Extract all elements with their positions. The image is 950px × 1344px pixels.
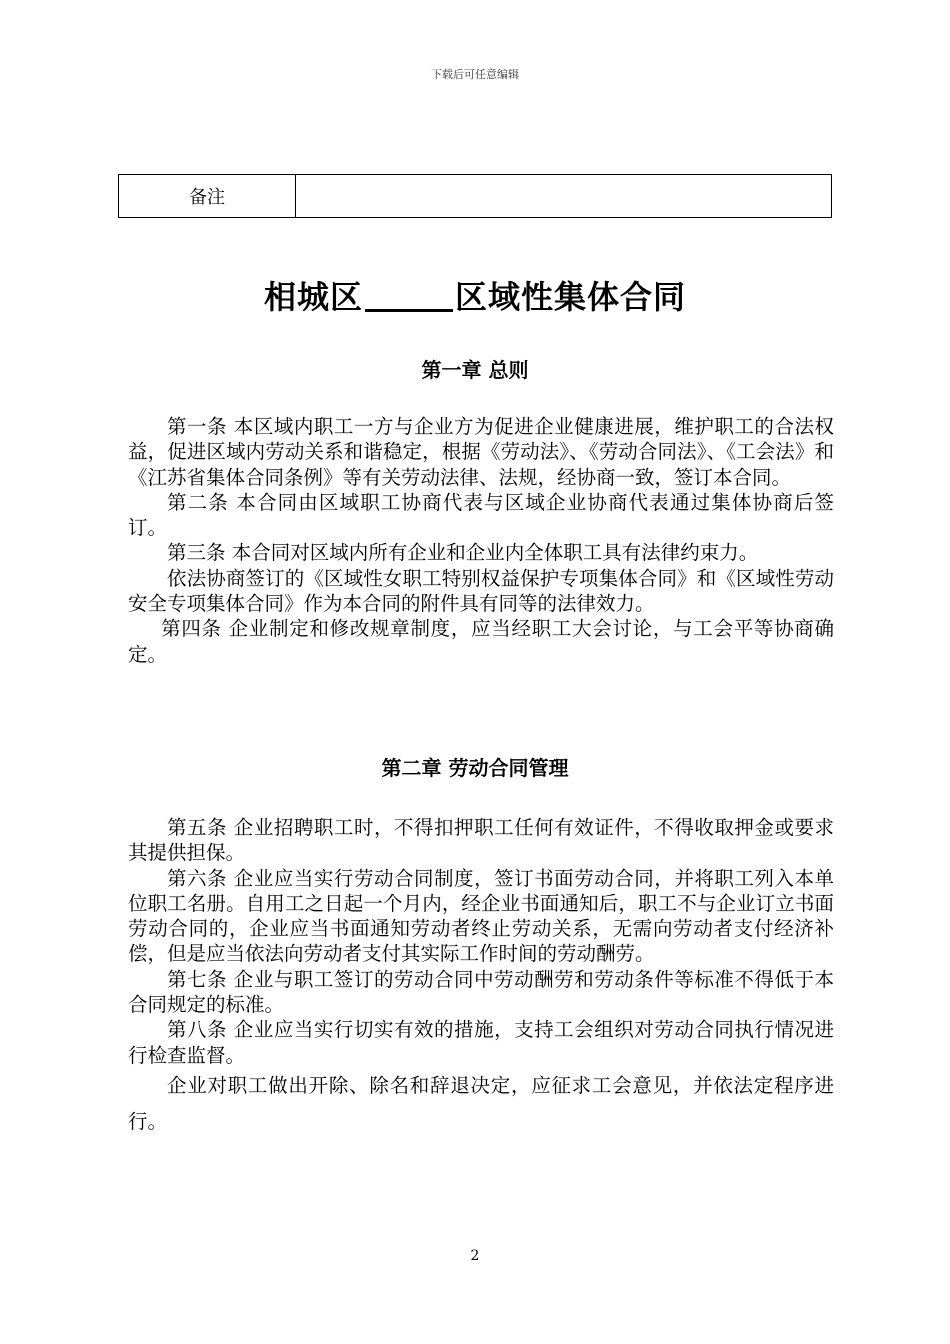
chapter2-body bbox=[128, 815, 834, 1140]
article-3-supplement: 依法协商签订的《区域性女职工特别权益保护专项集体合同》和《区域性劳动安全专项集体合同》作为本合同的附件具有同等的法律效力。 bbox=[128, 566, 834, 616]
chapter2-heading: 第二章 劳动合同管理 bbox=[381, 756, 569, 780]
article-3: 第三条 本合同对区域内所有企业和企业内全体职工具有法律约束力。 bbox=[167, 541, 759, 565]
article-1: 第一条 本区域内职工一方与企业方为促进企业健康进展，维护职工的合法权益，促进区域内劳动关系和谐稳定，根据《劳动法》、《劳动合同法》、《工会法》和《江苏省集体合同条例》等有关劳动法律、法规，经协商一致，签订本合同。 bbox=[128, 415, 834, 489]
article-8-supplement: 企业对职工做出开除、除名和辞退决定，应征求工会意见，并依法定程序进行。 bbox=[128, 1073, 834, 1133]
chapter1-heading: 第一章 总则 bbox=[421, 358, 529, 382]
article-6: 第六条 企业应当实行劳动合同制度，签订书面劳动合同，并将职工列入本单位职工名册。自用工之日起一个月内，经企业书面通知后，职工不与企业订立书面劳动合同的，企业应当书面通知劳动者终止劳动关系，无需向劳动者支付经济补偿，但是应当依法向劳动者支付其实际工作时间的劳动酬劳。 bbox=[128, 866, 834, 966]
article-4: 第四条 企业制定和修改规章制度，应当经职工大会讨论，与工会平等协商确定。 bbox=[128, 617, 834, 666]
document-title bbox=[0, 272, 950, 318]
title-blank-line bbox=[365, 279, 453, 312]
title-prefix: 相城区 bbox=[263, 278, 363, 316]
remark-table bbox=[118, 174, 832, 218]
page-number: 2 bbox=[470, 1248, 480, 1264]
article-7: 第七条 企业与职工签订的劳动合同中劳动酬劳和劳动条件等标准不得低于本合同规定的标准。 bbox=[128, 967, 834, 1017]
remark-label: 备注 bbox=[119, 175, 296, 218]
chapter1-body bbox=[128, 414, 834, 667]
remark-value-cell bbox=[296, 175, 832, 218]
header-note: 下载后可任意编辑 bbox=[431, 68, 519, 81]
title-suffix: 区域性集体合同 bbox=[455, 278, 687, 316]
article-8: 第八条 企业应当实行切实有效的措施，支持工会组织对劳动合同执行情况进行检查监督。 bbox=[128, 1018, 834, 1067]
article-5: 第五条 企业招聘职工时，不得扣押职工任何有效证件，不得收取押金或要求其提供担保。 bbox=[128, 816, 834, 865]
article-2: 第二条 本合同由区域职工协商代表与区域企业协商代表通过集体协商后签订。 bbox=[128, 490, 834, 540]
